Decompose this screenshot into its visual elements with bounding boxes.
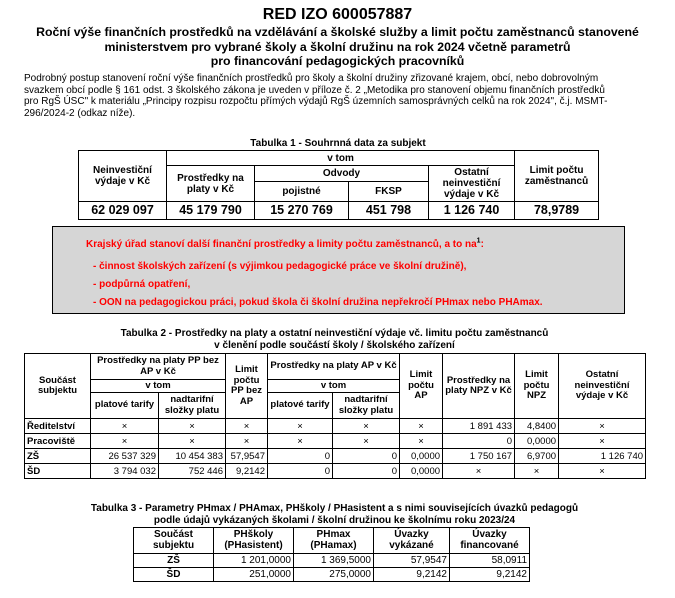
cell: 0 (333, 449, 400, 464)
cell: 9,2142 (450, 568, 530, 582)
header-pojistne: pojistné (255, 182, 349, 202)
t3-header-soucast: Součást subjektu (134, 528, 214, 554)
t2-header-limit-ap: Limit počtu AP (400, 354, 443, 419)
intro-paragraph (24, 73, 654, 119)
header-neinvesticni: Neinvestiční výdaje v Kč (79, 151, 167, 202)
t3-header-uvazky-vykazane: Úvazky vykázané (374, 528, 450, 554)
cell: 0 (268, 464, 333, 479)
components-table (24, 353, 646, 479)
cell: 9,2142 (374, 568, 450, 582)
table-row (25, 464, 646, 479)
value-limit: 78,9789 (515, 202, 599, 220)
t2-header-ap-group: Prostředky na platy AP v Kč (268, 354, 400, 380)
cell: × (226, 434, 268, 449)
t2-header-limit-npz: Limit počtu NPZ (515, 354, 559, 419)
row-label: Ředitelství (25, 419, 91, 434)
cell: 1 891 433 (443, 419, 515, 434)
parameters-table (133, 527, 530, 582)
table-row (25, 449, 646, 464)
t2-header-v-tom: v tom (91, 380, 226, 393)
cell: 0,0000 (400, 449, 443, 464)
cell: 4,8400 (515, 419, 559, 434)
notice-item: - činnost školských zařízení (s výjimkou pedagogické práce ve školní družině), (93, 261, 467, 272)
t3-header-phmax: PHmax (PHamax) (294, 528, 374, 554)
cell: 58,0911 (450, 554, 530, 568)
page-subtitle (0, 25, 675, 69)
notice-lead: Krajský úřad stanoví další finanční prostředky a limity počtu zaměstnanců, a to $na^1$: (86, 237, 484, 250)
table3-caption: Tabulka 3 - Parametry PHmax / PHAmax, PHškoly / PHasistent a s nimi souvisejících úvazků pedagogů podle údajů vykázaných školami / školní družinou ke školnímu roku 2023/24 (90, 503, 579, 526)
row-label: ŠD (134, 568, 214, 582)
cell: 0 (443, 434, 515, 449)
cell: × (268, 434, 333, 449)
row-label: ŠD (25, 464, 91, 479)
intro-line: Podrobný postup stanovení roční výše finančních prostředků pro školy a školní družiny zřizované krajem, obcí, nebo dobrovolným (24, 73, 599, 84)
intro-line: svazkem obcí podle § 161 odst. 3 školského zákona je uveden v příloze č. 2 „Metodika pro stanovení objemu finančních prostředků (24, 84, 605, 96)
cell: × (559, 419, 646, 434)
t2-header-ostatni: Ostatní neinvestiční výdaje v Kč (559, 354, 646, 419)
cell: × (333, 419, 400, 434)
value-pojistne: 15 270 769 (255, 202, 349, 220)
t2-header-npz: Prostředky na platy NPZ v Kč (443, 354, 515, 419)
cell: × (159, 419, 226, 434)
cell: × (91, 434, 159, 449)
table-row (134, 568, 530, 582)
cell: × (559, 434, 646, 449)
value-fksp: 451 798 (349, 202, 429, 220)
cell: × (400, 419, 443, 434)
footnote-marker: 1 (476, 237, 481, 245)
cell: 6,9700 (515, 449, 559, 464)
cell: 0 (333, 464, 400, 479)
cell: × (159, 434, 226, 449)
cell: 9,2142 (226, 464, 268, 479)
cell: 57,9547 (374, 554, 450, 568)
header-v-tom: v tom (167, 151, 515, 166)
value-ostatni: 1 126 740 (429, 202, 515, 220)
summary-table (78, 150, 599, 220)
intro-line: pro RgŠ ÚSC" k materiálu „Principy rozpisu rozpočtu přímých výdajů RgŠ územních samosprávných celků na rok 2024", č.j. MSMT- (24, 96, 608, 108)
cell: × (443, 464, 515, 479)
cell: 251,0000 (214, 568, 294, 582)
cell: × (91, 419, 159, 434)
notice-item: - podpůrná opatření, (93, 279, 191, 290)
cell: 275,0000 (294, 568, 374, 582)
cell: 26 537 329 (91, 449, 159, 464)
table1-caption: Tabulka 1 - Souhrnná data za subjekt (250, 138, 426, 149)
cell: × (515, 464, 559, 479)
header-ostatni: Ostatní neinvestiční výdaje v Kč (429, 166, 515, 202)
t3-header-phskoly: PHškoly (PHasistent) (214, 528, 294, 554)
notice-item: - OON na pedagogickou práci, pokud škola či školní družina nepřekročí PHmax nebo PHAmax. (93, 297, 543, 308)
t2-header-limit-pp: Limit počtu PP bez AP (226, 354, 268, 419)
cell: 0 (268, 449, 333, 464)
intro-line: 296/2024-2 (odkaz níže). (24, 107, 136, 119)
t2-header-platove-tarify: platové tarify (91, 393, 159, 419)
table2-caption: Tabulka 2 - Prostředky na platy a ostatní neinvestiční výdaje vč. limitu počtu zaměstnanců v členění podle součástí školy / školského zařízení (120, 328, 549, 351)
cell: 0,0000 (400, 464, 443, 479)
notice-box (52, 226, 625, 314)
t3-header-uvazky-financovane: Úvazky financované (450, 528, 530, 554)
header-fksp: FKSP (349, 182, 429, 202)
header-prostredky: Prostředky na platy v Kč (167, 166, 255, 202)
page-title: RED IZO 600057887 (262, 6, 413, 23)
cell: 3 794 032 (91, 464, 159, 479)
table-row (25, 434, 646, 449)
cell: × (226, 419, 268, 434)
cell: 0,0000 (515, 434, 559, 449)
subtitle-line: ministerstvem pro vybrané školy a školní družinu na rok 2024 včetně parametrů (104, 39, 571, 54)
cell: × (333, 434, 400, 449)
header-limit: Limit počtu zaměstnanců (515, 151, 599, 202)
cell: × (400, 434, 443, 449)
row-label: Pracoviště (25, 434, 91, 449)
cell: 1 750 167 (443, 449, 515, 464)
cell: 1 126 740 (559, 449, 646, 464)
subtitle-line: pro financování pedagogických pracovníků (210, 54, 465, 68)
value-prostredky: 45 179 790 (167, 202, 255, 220)
header-odvody: Odvody (255, 166, 429, 182)
cell: 57,9547 (226, 449, 268, 464)
t2-header-nadtarifni: nadtarifní složky platu (333, 393, 400, 419)
subtitle-line: Roční výše finančních prostředků na vzdělávání a školské služby a limit počtu zaměstnanců stanovené (36, 25, 639, 39)
cell: 752 446 (159, 464, 226, 479)
table-row (134, 554, 530, 568)
t2-header-v-tom: v tom (268, 380, 400, 393)
row-label: ZŠ (134, 554, 214, 568)
value-neinvesticni: 62 029 097 (79, 202, 167, 220)
cell: × (268, 419, 333, 434)
t2-header-pp-group: Prostředky na platy PP bez AP v Kč (91, 354, 226, 380)
cell: 1 201,0000 (214, 554, 294, 568)
cell: × (559, 464, 646, 479)
cell: 10 454 383 (159, 449, 226, 464)
t2-header-soucast: Součást subjektu (25, 354, 91, 419)
t2-header-nadtarifni: nadtarifní složky platu (159, 393, 226, 419)
t2-header-platove-tarify: platové tarify (268, 393, 333, 419)
table-row (25, 419, 646, 434)
cell: 1 369,5000 (294, 554, 374, 568)
notice-list (93, 258, 543, 312)
row-label: ZŠ (25, 449, 91, 464)
